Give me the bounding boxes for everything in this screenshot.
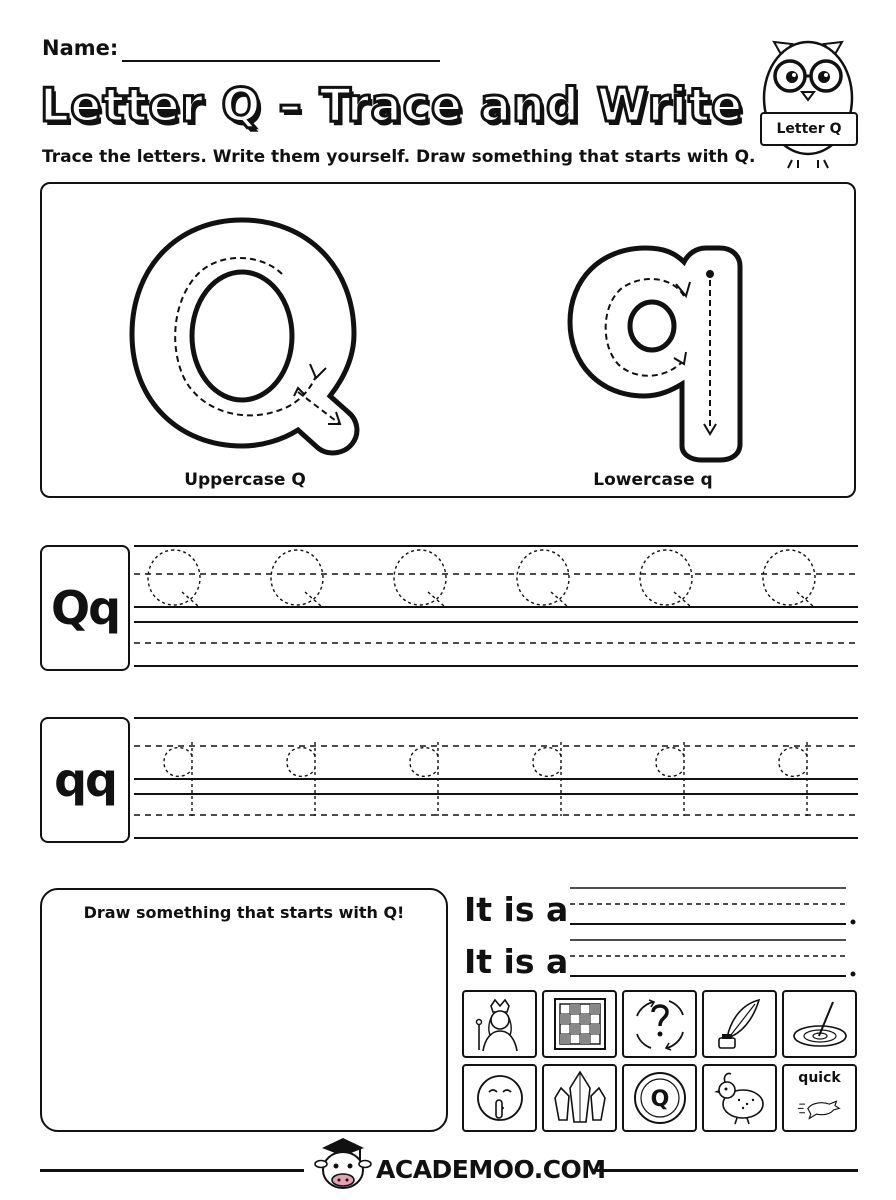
uppercase-caption: Uppercase Q (184, 470, 306, 490)
footer-divider-left (40, 1169, 304, 1172)
picture-quiet[interactable] (462, 1064, 537, 1132)
svg-text:Q: Q (650, 1087, 669, 1112)
name-write-line[interactable] (122, 60, 440, 62)
trace-uppercase-q[interactable] (763, 550, 815, 606)
brand-name[interactable]: ACADEMOO.COM (376, 1155, 606, 1184)
mascot-badge: Letter Q (760, 112, 858, 146)
trace-uppercase-q[interactable] (148, 550, 200, 606)
sentence-write-lines[interactable] (566, 884, 866, 984)
picture-quarter[interactable] (622, 1064, 697, 1132)
sentence-starter-1: It is a (464, 890, 569, 929)
picture-quartz[interactable] (542, 1064, 617, 1132)
name-label: Name: (42, 36, 119, 60)
drawing-area[interactable] (40, 888, 448, 1132)
picture-quilt[interactable] (542, 990, 617, 1058)
picture-queen[interactable] (462, 990, 537, 1058)
quilt-icon (549, 996, 611, 1052)
queen-icon (469, 996, 531, 1052)
picture-quicksand[interactable] (782, 990, 857, 1058)
cow-mascot-icon (314, 1134, 372, 1194)
lowercase-caption: Lowercase q (593, 470, 713, 490)
quartz-icon (549, 1070, 611, 1126)
picture-choices (462, 990, 858, 1132)
sentence-starter-2: It is a (464, 942, 569, 981)
footer-divider-right (592, 1169, 858, 1172)
owl-icon (752, 28, 864, 170)
lowercase-tracing-row[interactable] (134, 712, 858, 842)
question-icon (629, 996, 691, 1052)
trace-uppercase-q[interactable] (271, 550, 323, 606)
quick-word: quick (798, 1070, 841, 1086)
uppercase-tracing-row[interactable] (134, 540, 858, 670)
picture-quail[interactable] (702, 1064, 777, 1132)
picture-quill[interactable] (702, 990, 777, 1058)
picture-question[interactable] (622, 990, 697, 1058)
picture-quick[interactable] (782, 1064, 857, 1132)
quiet-icon (469, 1070, 531, 1126)
quail-icon (709, 1070, 771, 1126)
drawing-prompt: Draw something that starts with Q! (83, 903, 405, 922)
instructions: Trace the letters. Write them yourself. Draw something that starts with Q. (42, 147, 756, 167)
uppercase-q-guide (122, 214, 382, 464)
lowercase-q-guide (560, 240, 750, 464)
trace-uppercase-q[interactable] (640, 550, 692, 606)
lowercase-row-tile: qq (40, 717, 130, 843)
trace-uppercase-q[interactable] (517, 550, 569, 606)
quarter-icon (629, 1070, 691, 1126)
quick-icon (789, 1087, 851, 1127)
quill-icon (709, 996, 771, 1052)
trace-uppercase-q[interactable] (394, 550, 446, 606)
page-title: Letter Q – Trace and Write (40, 78, 744, 132)
quicksand-icon (789, 996, 851, 1052)
uppercase-row-tile: Qq (40, 545, 130, 671)
